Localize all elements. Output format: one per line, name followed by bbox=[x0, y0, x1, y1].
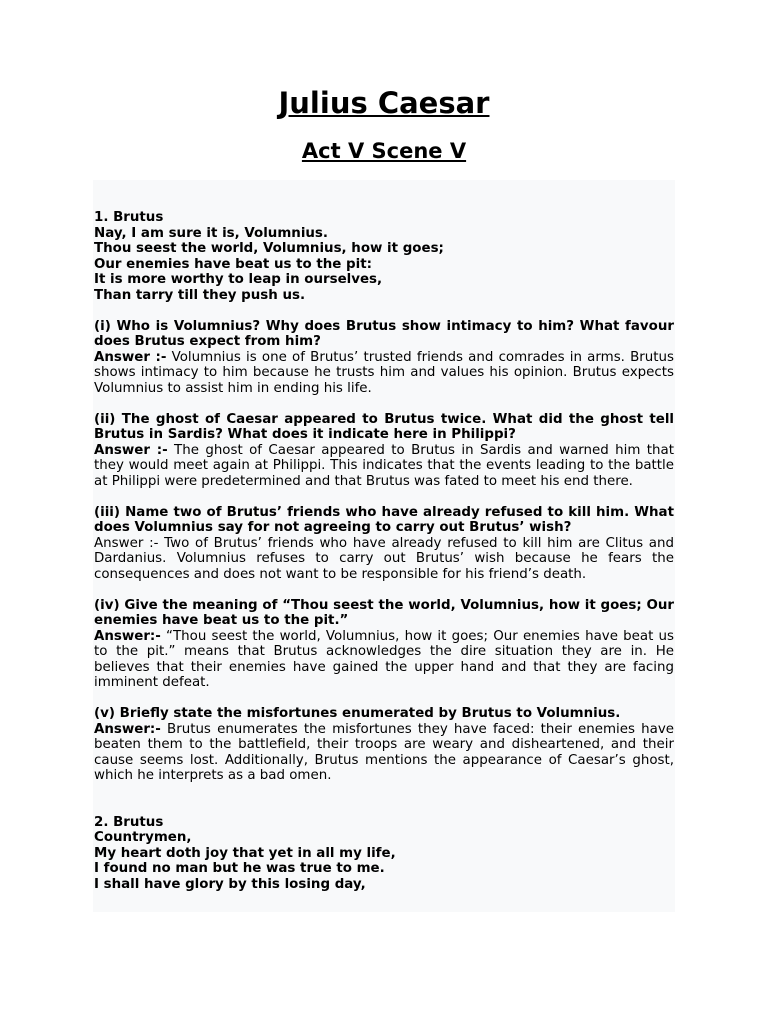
passage-line: Thou seest the world, Volumnius, how it goes; bbox=[94, 241, 444, 256]
question-text: (ii) The ghost of Caesar appeared to Brutus twice. What did the ghost tell Brutus in Sardis? What does it indicate here in Philippi? bbox=[94, 411, 674, 442]
answer-label: Answer:- bbox=[94, 721, 161, 737]
section-spacer bbox=[94, 799, 674, 815]
passage-line: My heart doth joy that yet in all my life, bbox=[94, 845, 396, 861]
question-block bbox=[94, 598, 674, 691]
passage-line: It is more worthy to leap in ourselves, bbox=[94, 272, 383, 287]
passage-line: I shall have glory by this losing day, bbox=[94, 876, 366, 892]
answer-text: Brutus enumerates the misfortunes they have faced: their enemies have beaten them to the battlefield, their troops are weary and disheartened, and their cause seems lost. Additionally, Brutus mentions the appearance of Caesar’s ghost, which he interprets as a bad omen. bbox=[94, 721, 674, 783]
passage-line: Than tarry till they push us. bbox=[94, 287, 306, 303]
answer-text: Two of Brutus’ friends who have already refused to kill him are Clitus and Dardanius. Volumnius refuses to carry out Brutus’ wish because he fears the consequences and does not want to be responsible for his friend’s death. bbox=[94, 535, 675, 582]
content-area bbox=[93, 180, 675, 912]
answer-label: Answer :- bbox=[94, 349, 167, 365]
question-text: (iv) Give the meaning of “Thou seest the world, Volumnius, how it goes; Our enemies have beat us to the pit.” bbox=[94, 597, 674, 628]
document-title: Julius Caesar bbox=[278, 86, 490, 120]
question-block bbox=[94, 319, 674, 397]
passage-heading: 1. Brutus bbox=[94, 210, 164, 225]
document-subtitle: Act V Scene V bbox=[301, 139, 467, 163]
answer-text: The ghost of Caesar appeared to Brutus in Sardis and warned him that they would meet again at Philippi. This indicates that the events leading to the battle at Philippi were predetermined and that Brutus was fated to meet his end there. bbox=[94, 442, 675, 489]
answer-label: Answer :- bbox=[94, 442, 168, 458]
passage-heading: 2. Brutus bbox=[94, 814, 164, 830]
answer-text: Volumnius is one of Brutus’ trusted friends and comrades in arms. Brutus shows intimacy to him because he trusts him and values his opinion. Brutus expects Volumnius to assist him in ending his life. bbox=[94, 349, 675, 396]
passage-line: Our enemies have beat us to the pit: bbox=[94, 256, 372, 272]
question-block bbox=[94, 412, 674, 490]
passage-1 bbox=[94, 210, 674, 303]
answer-text: “Thou seest the world, Volumnius, how it goes; Our enemies have beat us to the pit.” means that Brutus acknowledges the dire situation they are in. He believes that their enemies have gained the upper hand and that they are facing imminent defeat. bbox=[94, 628, 674, 690]
question-block bbox=[94, 505, 674, 583]
passage-line: Countrymen, bbox=[94, 830, 192, 845]
question-text: (i) Who is Volumnius? Why does Brutus show intimacy to him? What favour does Brutus expect from him? bbox=[94, 318, 674, 349]
question-block bbox=[94, 706, 674, 784]
question-text: (iii) Name two of Brutus’ friends who have already refused to kill him. What does Volumnius say for not agreeing to carry out Brutus’ wish? bbox=[94, 504, 674, 535]
answer-label: Answer :- bbox=[94, 535, 159, 551]
passage-line: Nay, I am sure it is, Volumnius. bbox=[94, 225, 328, 241]
passage-2 bbox=[94, 815, 674, 893]
answer-label: Answer:- bbox=[94, 628, 161, 644]
question-text: (v) Briefly state the misfortunes enumerated by Brutus to Volumnius. bbox=[94, 706, 621, 721]
passage-line: I found no man but he was true to me. bbox=[94, 861, 385, 876]
